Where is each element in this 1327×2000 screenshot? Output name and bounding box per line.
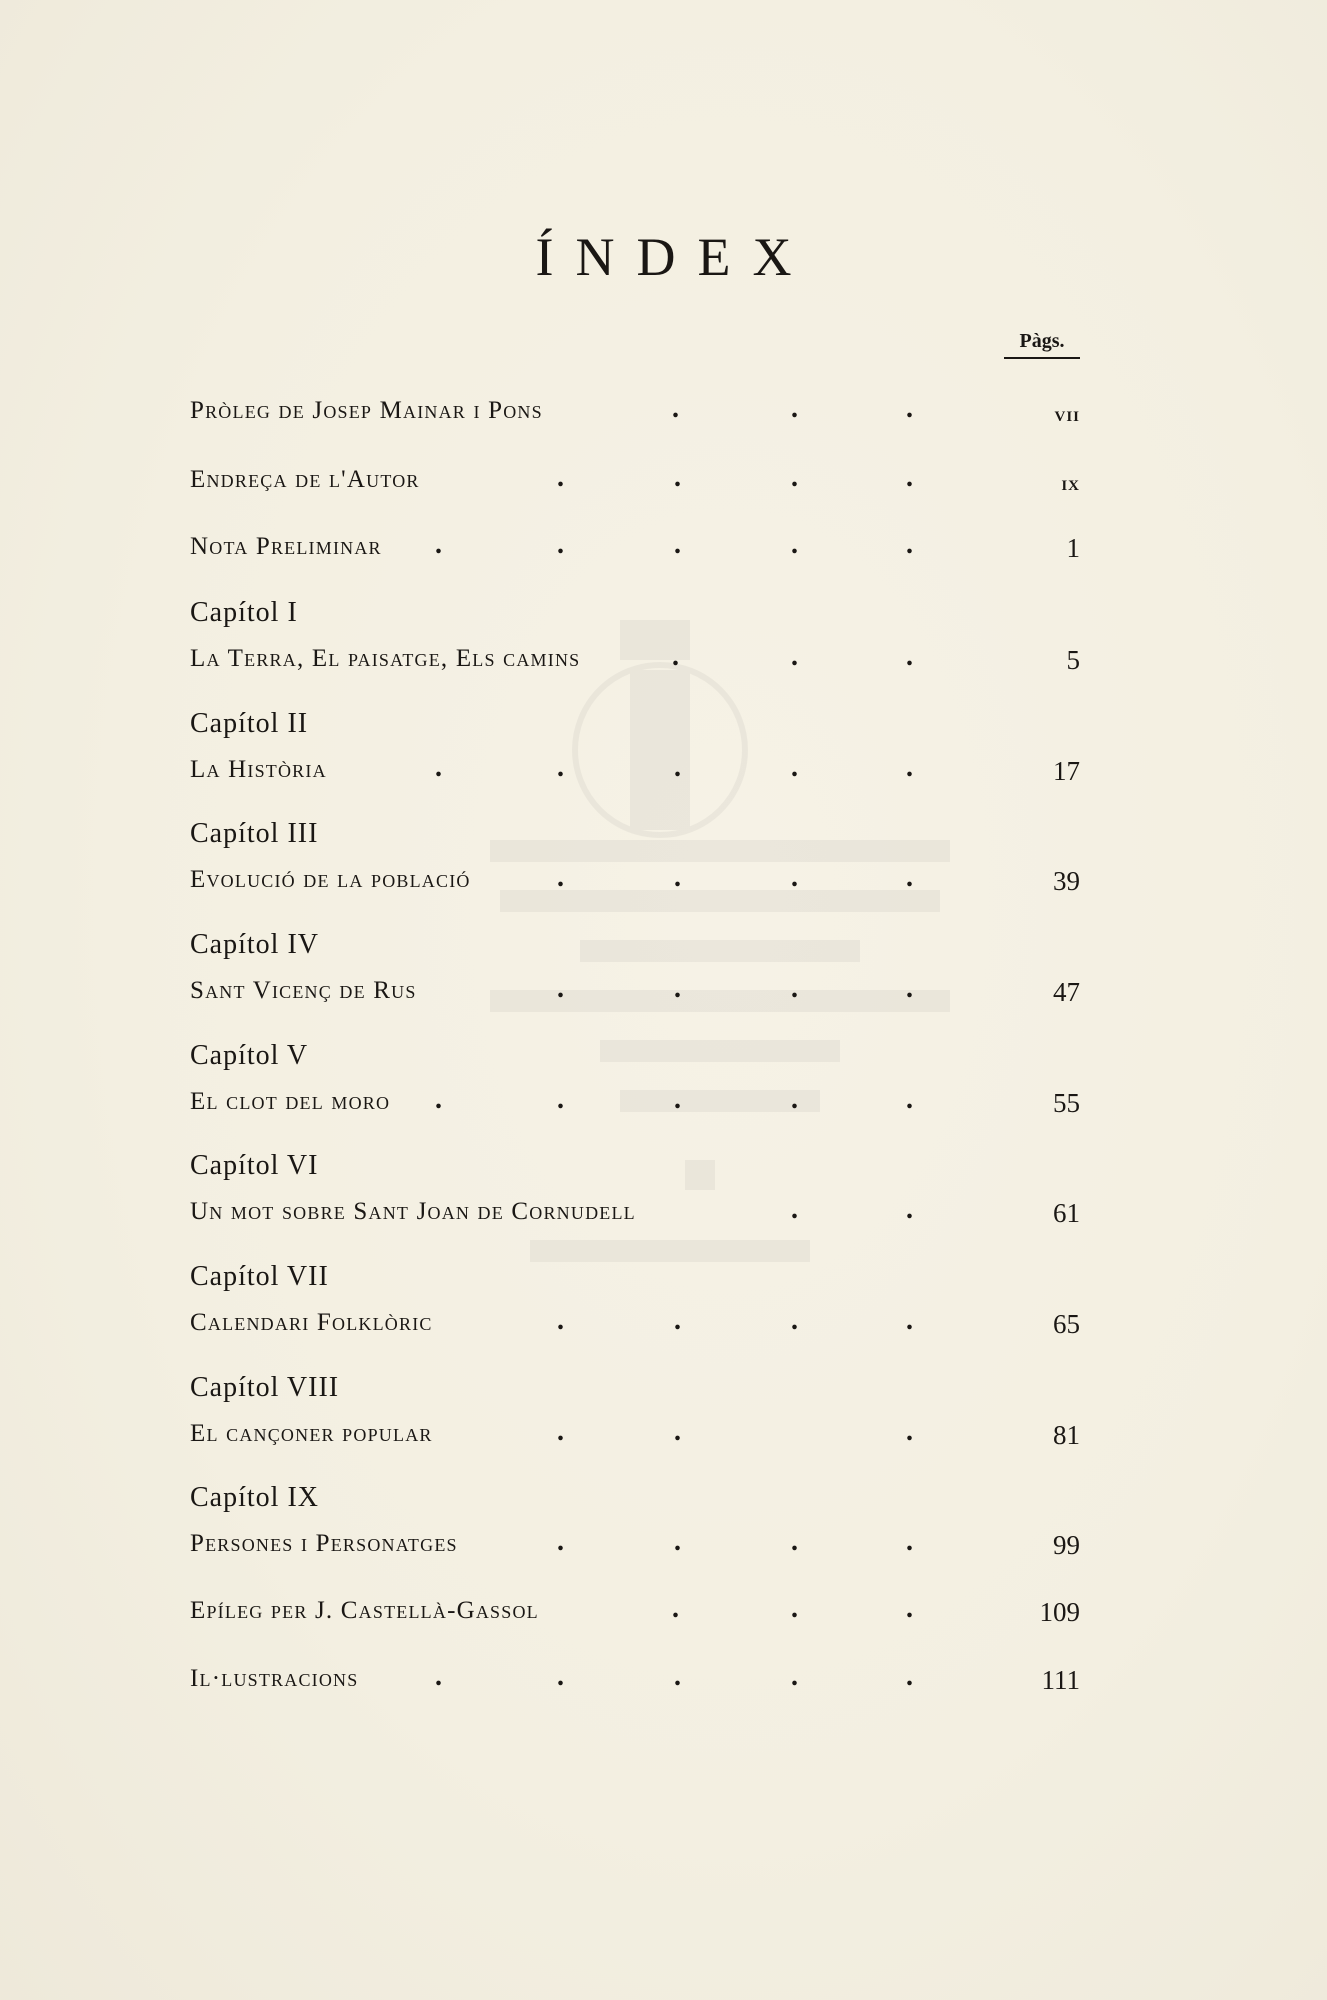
toc-entry-title: Il·lustracions xyxy=(190,1665,359,1692)
toc-entry-title: El clot del moro xyxy=(190,1088,391,1115)
toc-entry-title: Epíleg per J. Castellà-Gassol xyxy=(190,1597,539,1624)
chapter-label: Capítol VII xyxy=(190,1261,329,1292)
chapter-label: Capítol VI xyxy=(190,1150,319,1181)
toc-entry-title: Calendari Folklòric xyxy=(190,1309,433,1336)
leader-dot: . xyxy=(557,1084,564,1115)
leader-dot: . xyxy=(906,973,913,1004)
leader-dot: . xyxy=(791,1084,798,1115)
leader-dot: . xyxy=(906,393,913,424)
toc-entry-title: Nota Preliminar xyxy=(190,533,382,560)
toc-page-number: 17 xyxy=(1053,756,1080,786)
leader-dot: . xyxy=(906,1194,913,1225)
leader-dot: . xyxy=(791,973,798,1004)
chapter-label: Capítol I xyxy=(190,597,298,628)
leader-dot: . xyxy=(674,752,681,783)
leader-dot: . xyxy=(791,1593,798,1624)
leader-dot: . xyxy=(791,862,798,893)
index-title: ÍNDEX xyxy=(535,227,814,287)
toc-entry-title: Pròleg de Josep Mainar i Pons xyxy=(190,397,543,424)
toc-page-number: ix xyxy=(1061,470,1080,495)
leader-dot: . xyxy=(435,1661,442,1692)
leader-dot: . xyxy=(557,752,564,783)
leader-dot: . xyxy=(906,1305,913,1336)
leader-dot: . xyxy=(906,862,913,893)
leader-dot: . xyxy=(435,1084,442,1115)
toc-page-number: vii xyxy=(1054,401,1080,426)
toc-page-number: 39 xyxy=(1053,866,1080,896)
leader-dot: . xyxy=(791,529,798,560)
toc-entry-title: Un mot sobre Sant Joan de Cornudell xyxy=(190,1198,636,1225)
leader-dot: . xyxy=(557,973,564,1004)
leader-dot: . xyxy=(672,393,679,424)
chapter-label: Capítol V xyxy=(190,1040,309,1071)
leader-dot: . xyxy=(674,1661,681,1692)
leader-dot: . xyxy=(906,1661,913,1692)
leader-dot: . xyxy=(557,1416,564,1447)
toc-entry xyxy=(190,973,1080,1013)
leader-dot: . xyxy=(674,462,681,493)
toc-entry xyxy=(190,529,1080,569)
toc-entry xyxy=(190,393,1080,433)
leader-dot: . xyxy=(791,752,798,783)
leader-dot: . xyxy=(674,1416,681,1447)
leader-dot: . xyxy=(791,1194,798,1225)
toc-entry-title: Endreça de l'Autor xyxy=(190,466,420,493)
toc-entry-title: La Història xyxy=(190,756,327,783)
toc-entry xyxy=(190,1593,1080,1633)
toc-page-number: 111 xyxy=(1041,1665,1080,1695)
leader-dot: . xyxy=(557,1526,564,1557)
leader-dot: . xyxy=(906,1593,913,1624)
toc-page-number: 99 xyxy=(1053,1530,1080,1560)
toc-page-number: 55 xyxy=(1053,1088,1080,1118)
leader-dot: . xyxy=(791,1305,798,1336)
toc-entry-title: Sant Vicenç de Rus xyxy=(190,977,417,1004)
leader-dot: . xyxy=(906,1416,913,1447)
toc-entry xyxy=(190,1416,1080,1456)
toc-page-number: 5 xyxy=(1066,645,1080,675)
leader-dot: . xyxy=(906,1526,913,1557)
toc-page-number: 61 xyxy=(1053,1198,1080,1228)
leader-dot: . xyxy=(674,862,681,893)
leader-dot: . xyxy=(791,1526,798,1557)
leader-dot: . xyxy=(672,1593,679,1624)
chapter-label: Capítol II xyxy=(190,708,309,739)
toc-entry-title: Evolució de la població xyxy=(190,866,471,893)
pages-column-header: Pàgs. xyxy=(1004,330,1080,359)
leader-dot: . xyxy=(557,1661,564,1692)
toc-page-number: 65 xyxy=(1053,1309,1080,1339)
leader-dot: . xyxy=(906,462,913,493)
leader-dot: . xyxy=(435,752,442,783)
leader-dot: . xyxy=(435,529,442,560)
leader-dot: . xyxy=(906,1084,913,1115)
leader-dot: . xyxy=(791,1661,798,1692)
toc-page-number: 109 xyxy=(1039,1597,1080,1627)
leader-dot: . xyxy=(791,641,798,672)
leader-dot: . xyxy=(672,641,679,672)
leader-dot: . xyxy=(906,641,913,672)
toc-entry xyxy=(190,462,1080,502)
toc-entry xyxy=(190,752,1080,792)
toc-entry xyxy=(190,1305,1080,1345)
leader-dot: . xyxy=(557,1305,564,1336)
toc-entry xyxy=(190,1084,1080,1124)
toc-entry-title: La Terra, El paisatge, Els camins xyxy=(190,645,581,672)
toc-entry xyxy=(190,1526,1080,1566)
leader-dot: . xyxy=(557,462,564,493)
toc-page-number: 1 xyxy=(1066,533,1080,563)
toc-page-number: 81 xyxy=(1053,1420,1080,1450)
leader-dot: . xyxy=(674,1526,681,1557)
chapter-label: Capítol VIII xyxy=(190,1372,340,1403)
toc-entry-title: El cançoner popular xyxy=(190,1420,433,1447)
toc-entry-title: Persones i Personatges xyxy=(190,1530,458,1557)
leader-dot: . xyxy=(674,1305,681,1336)
leader-dot: . xyxy=(906,752,913,783)
toc-entry xyxy=(190,862,1080,902)
leader-dot: . xyxy=(791,393,798,424)
leader-dot: . xyxy=(791,462,798,493)
leader-dot: . xyxy=(674,973,681,1004)
toc-entry xyxy=(190,1661,1080,1701)
toc-page-number: 47 xyxy=(1053,977,1080,1007)
leader-dot: . xyxy=(674,1084,681,1115)
leader-dot: . xyxy=(557,862,564,893)
toc-entry xyxy=(190,1194,1080,1234)
chapter-label: Capítol IX xyxy=(190,1482,319,1513)
chapter-label: Capítol III xyxy=(190,818,319,849)
leader-dot: . xyxy=(674,529,681,560)
leader-dot: . xyxy=(557,529,564,560)
toc-entry xyxy=(190,641,1080,681)
leader-dot: . xyxy=(906,529,913,560)
chapter-label: Capítol IV xyxy=(190,929,319,960)
